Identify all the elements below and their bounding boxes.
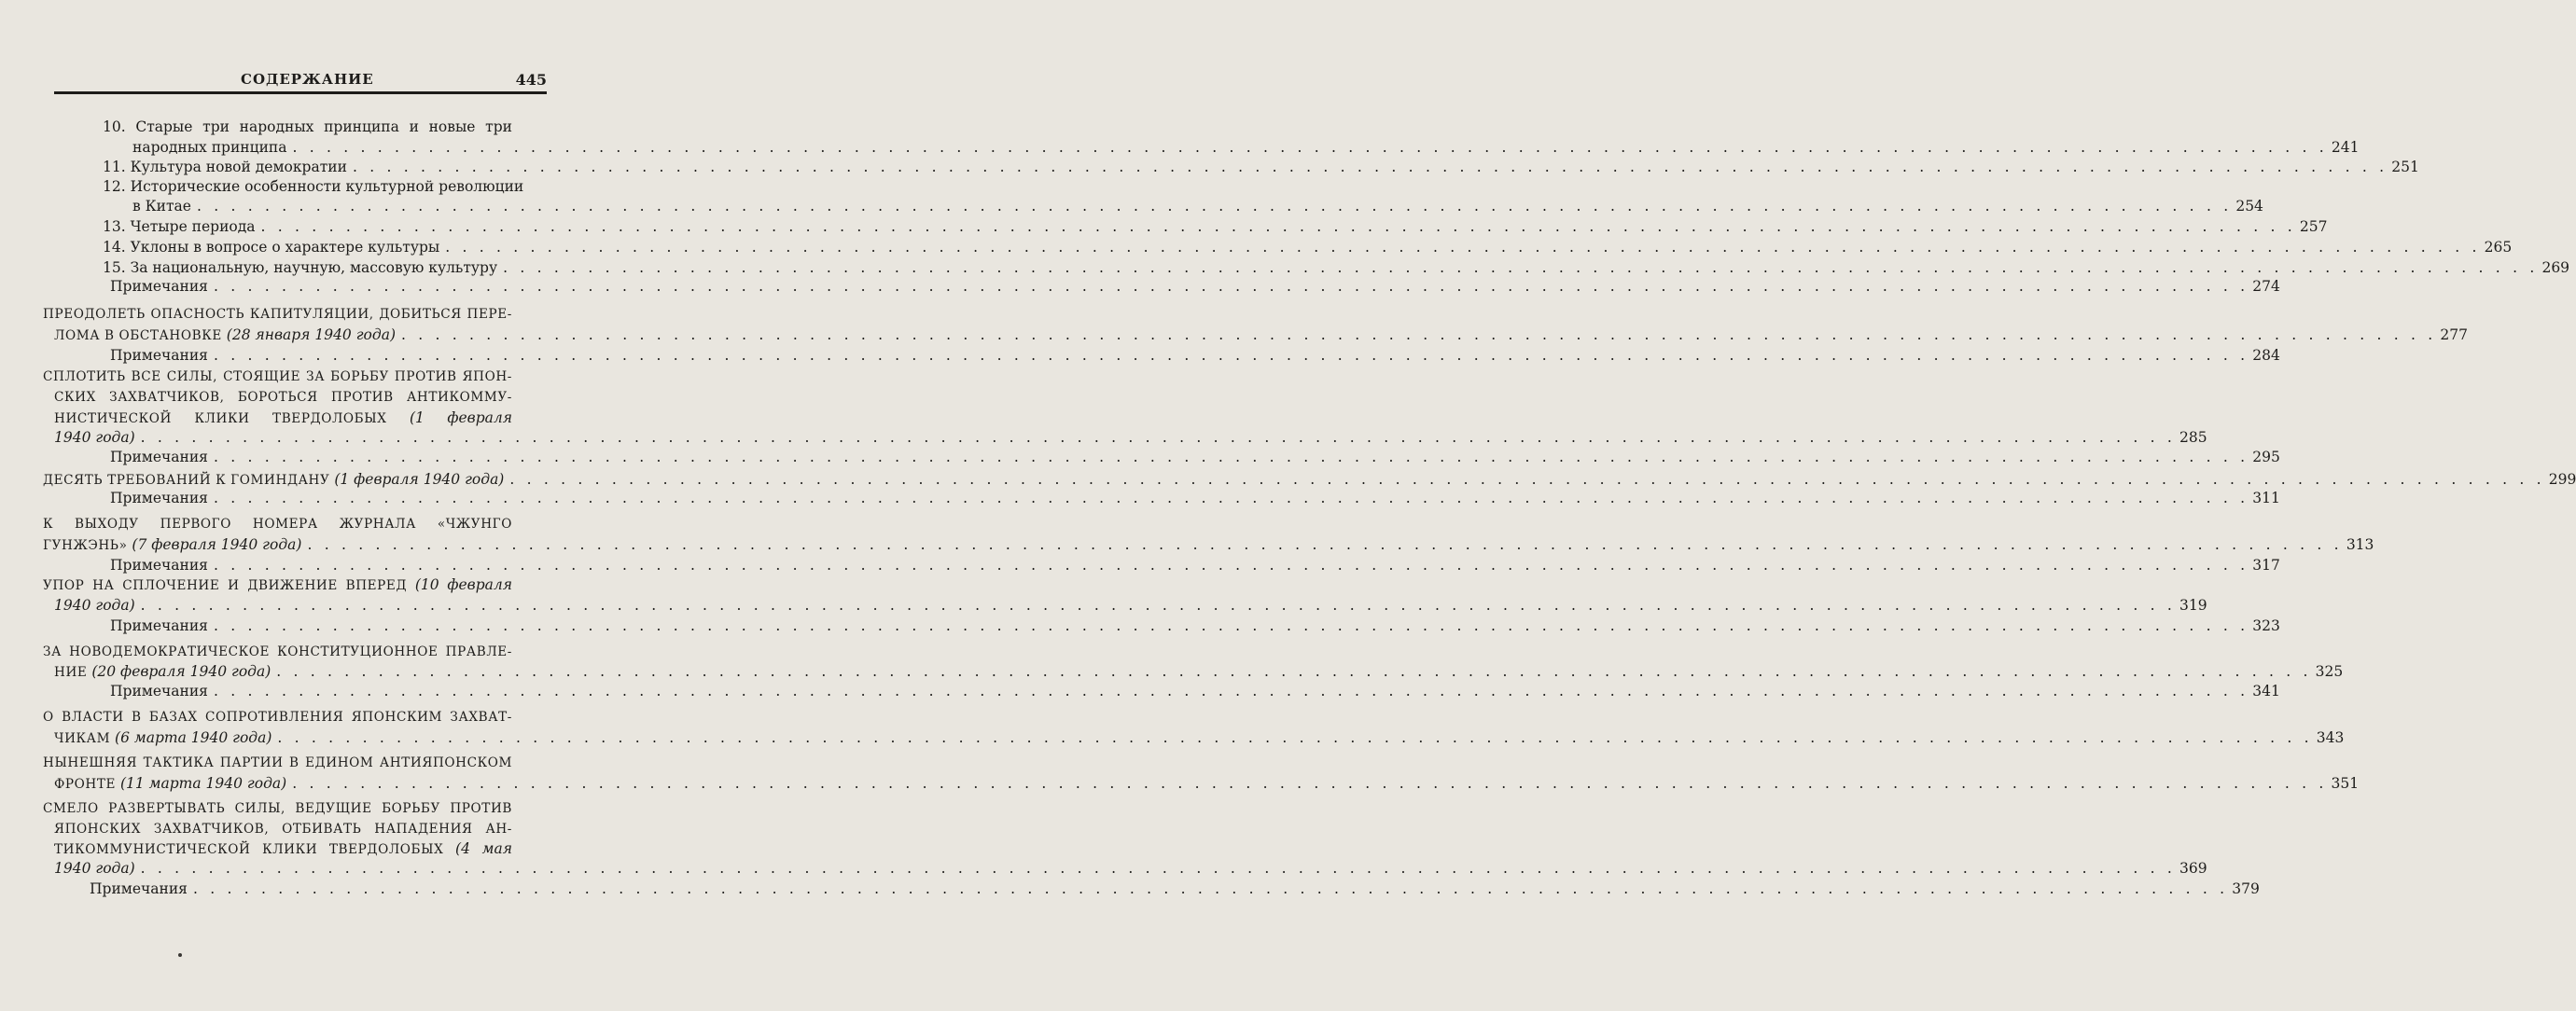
toc-page-number: 284 <box>2252 347 2280 364</box>
toc-leader-dots: . . . . . . . . . . . . . . . . . . . . . . . . . . . . . . . . . . . . . . . . . . . . . . . . . . . . . . . . . . . . . . . . . . . . . . . . . . . . . . . . . . . . . . . . . . . . . . . . . . . . . . . . . . . . . . . . . . . . . . . . <box>213 617 2249 634</box>
toc-leader-dots: . . . . . . . . . . . . . . . . . . . . . . . . . . . . . . . . . . . . . . . . . . . . . . . . . . . . . . . . . . . . . . . . . . . . . . . . . . . . . . . . . . . . . . . . . . . . . . . . . . . . . . . . . . . . . . . . . . . . . . . . <box>213 449 2249 465</box>
toc-entry-date: (28 января 1940 года) <box>221 326 396 343</box>
toc-entry <box>90 879 2260 899</box>
running-header <box>54 71 547 93</box>
toc-entry-title: Примечания <box>110 347 208 364</box>
toc-page-number: 323 <box>2252 617 2280 634</box>
toc-entry <box>54 661 2344 682</box>
toc-entry-title: 15. За национальную, научную, массовую культуру <box>103 259 498 276</box>
toc-leader-dots: . . . . . . . . . . . . . . . . . . . . . . . . . . . . . . . . . . . . . . . . . . . . . . . . . . . . . . . . . . . . . . . . . . . . . . . . . . . . . . . . . . . . . . . . . . . . . . . . . . . . . . . . . . . . . . . . . . . . . . . . <box>213 557 2249 574</box>
toc-leader-dots: . . . . . . . . . . . . . . . . . . . . . . . . . . . . . . . . . . . . . . . . . . . . . . . . . . . . . . . . . . . . . . . . . . . . . . . . . . . . . . . . . . . . . . . . . . . . . . . . . . . . . . . . . . . . . . . . . . . . . . . . <box>509 471 2545 488</box>
toc-page-number: 313 <box>2346 536 2374 553</box>
toc-entry-date: (1 февраля <box>386 409 513 426</box>
toc-entry-title: Примечания <box>110 490 208 506</box>
toc-entry <box>43 469 2576 490</box>
toc-entry-title: ПРЕОДОЛЕТЬ ОПАСНОСТЬ КАПИТУЛЯЦИИ, ДОБИТЬСЯ ПЕРЕ- <box>43 307 512 322</box>
toc-entry-title: СКИХ ЗАХВАТЧИКОВ, БОРОТЬСЯ ПРОТИВ АНТИКОММУ- <box>54 390 512 405</box>
toc-entry <box>110 447 2280 467</box>
toc-leader-dots: . . . . . . . . . . . . . . . . . . . . . . . . . . . . . . . . . . . . . . . . . . . . . . . . . . . . . . . . . . . . . . . . . . . . . . . . . . . . . . . . . . . . . . . . . . . . . . . . . . . . . . . . . . . . . . . . . . . . . . . . <box>213 683 2249 699</box>
toc-entry-title: ФРОНТЕ (11 марта 1940 года) <box>54 775 287 792</box>
toc-entry <box>110 488 2280 508</box>
toc-entry <box>103 157 2419 177</box>
toc-entry <box>54 727 2345 748</box>
toc-entry-title: НИСТИЧЕСКОЙ КЛИКИ ТВЕРДОЛОБЫХ (1 февраля <box>54 409 513 426</box>
toc-leader-dots: . . . . . . . . . . . . . . . . . . . . . . . . . . . . . . . . . . . . . . . . . . . . . . . . . . . . . . . . . . . . . . . . . . . . . . . . . . . . . . . . . . . . . . . . . . . . . . . . . . . . . . . . . . . . . . . . . . . . . . . . <box>192 880 2229 897</box>
toc-entry-title: ГУНЖЭНЬ» (7 февраля 1940 года) <box>43 536 302 553</box>
toc-entry-title: ТИКОММУНИСТИЧЕСКОЙ КЛИКИ ТВЕРДОЛОБЫХ (4 мая <box>54 840 512 857</box>
toc-entry-title <box>54 858 135 879</box>
toc-leader-dots: . . . . . . . . . . . . . . . . . . . . . . . . . . . . . . . . . . . . . . . . . . . . . . . . . . . . . . . . . . . . . . . . . . . . . . . . . . . . . . . . . . . . . . . . . . . . . . . . . . . . . . . . . . . . . . . . . . . . . . . . <box>445 239 2481 256</box>
toc-entry <box>54 858 2207 879</box>
toc-entry <box>103 117 512 137</box>
toc-page-number: 254 <box>2235 198 2263 215</box>
toc-entry-title: Примечания <box>110 557 208 574</box>
toc-page-number: 299 <box>2548 471 2576 488</box>
print-speck <box>178 953 182 957</box>
toc-page-number: 285 <box>2179 429 2207 446</box>
header-rule <box>54 91 547 94</box>
toc-page-number: 265 <box>2484 239 2513 256</box>
toc-page-number: 241 <box>2331 139 2360 156</box>
toc-leader-dots: . . . . . . . . . . . . . . . . . . . . . . . . . . . . . . . . . . . . . . . . . . . . . . . . . . . . . . . . . . . . . . . . . . . . . . . . . . . . . . . . . . . . . . . . . . . . . . . . . . . . . . . . . . . . . . . . . . . . . . . . <box>196 198 2233 215</box>
toc-entry <box>103 216 2328 237</box>
toc-leader-dots: . . . . . . . . . . . . . . . . . . . . . . . . . . . . . . . . . . . . . . . . . . . . . . . . . . . . . . . . . . . . . . . . . . . . . . . . . . . . . . . . . . . . . . . . . . . . . . . . . . . . . . . . . . . . . . . . . . . . . . . . <box>292 139 2328 156</box>
toc-page-number: 295 <box>2252 449 2280 465</box>
toc-entry <box>43 514 512 534</box>
toc-page-number: 325 <box>2315 663 2344 680</box>
toc-page-number: 341 <box>2252 683 2280 699</box>
toc-leader-dots: . . . . . . . . . . . . . . . . . . . . . . . . . . . . . . . . . . . . . . . . . . . . . . . . . . . . . . . . . . . . . . . . . . . . . . . . . . . . . . . . . . . . . . . . . . . . . . . . . . . . . . . . . . . . . . . . . . . . . . . . <box>401 326 2437 343</box>
toc-leader-dots: . . . . . . . . . . . . . . . . . . . . . . . . . . . . . . . . . . . . . . . . . . . . . . . . . . . . . . . . . . . . . . . . . . . . . . . . . . . . . . . . . . . . . . . . . . . . . . . . . . . . . . . . . . . . . . . . . . . . . . . . <box>213 278 2249 295</box>
toc-entry <box>43 304 512 325</box>
toc-entry <box>43 575 512 595</box>
toc-entry-date: 1940 года) <box>54 860 135 877</box>
toc-page-number: 274 <box>2252 278 2280 295</box>
toc-leader-dots: . . . . . . . . . . . . . . . . . . . . . . . . . . . . . . . . . . . . . . . . . . . . . . . . . . . . . . . . . . . . . . . . . . . . . . . . . . . . . . . . . . . . . . . . . . . . . . . . . . . . . . . . . . . . . . . . . . . . . . . . <box>140 860 2177 877</box>
toc-entry-title: народных принципа <box>132 139 287 156</box>
running-title: СОДЕРЖАНИЕ <box>241 71 374 88</box>
toc-entry <box>110 555 2280 575</box>
toc-page-number: 343 <box>2316 729 2345 746</box>
toc-entry-date: (1 февраля 1940 года) <box>329 471 505 488</box>
toc-entry <box>43 534 2374 555</box>
toc-entry-title: ЧИКАМ (6 марта 1940 года) <box>54 729 272 746</box>
toc-entry <box>103 237 2513 257</box>
toc-entry-title: ЗА НОВОДЕМОКРАТИЧЕСКОЕ КОНСТИТУЦИОННОЕ ПРАВЛЕ- <box>43 644 512 659</box>
toc-entry-date: (20 февраля 1940 года) <box>87 663 272 680</box>
toc-entry-title: Примечания <box>110 449 208 465</box>
page-number: 445 <box>515 71 547 89</box>
toc-leader-dots: . . . . . . . . . . . . . . . . . . . . . . . . . . . . . . . . . . . . . . . . . . . . . . . . . . . . . . . . . . . . . . . . . . . . . . . . . . . . . . . . . . . . . . . . . . . . . . . . . . . . . . . . . . . . . . . . . . . . . . . . <box>503 259 2539 276</box>
toc-leader-dots: . . . . . . . . . . . . . . . . . . . . . . . . . . . . . . . . . . . . . . . . . . . . . . . . . . . . . . . . . . . . . . . . . . . . . . . . . . . . . . . . . . . . . . . . . . . . . . . . . . . . . . . . . . . . . . . . . . . . . . . . <box>352 159 2388 175</box>
toc-entry <box>43 753 512 773</box>
toc-entry <box>110 616 2280 636</box>
toc-entry <box>54 427 2207 448</box>
toc-entry <box>54 773 2360 794</box>
toc-entry <box>43 707 512 727</box>
toc-entry-title: НЫНЕШНЯЯ ТАКТИКА ПАРТИИ В ЕДИНОМ АНТИЯПОНСКОМ <box>43 755 512 770</box>
toc-page-number: 369 <box>2179 860 2207 877</box>
toc-entry <box>54 387 512 408</box>
toc-entry <box>54 595 2207 616</box>
toc-page-number: 269 <box>2541 259 2570 276</box>
toc-leader-dots: . . . . . . . . . . . . . . . . . . . . . . . . . . . . . . . . . . . . . . . . . . . . . . . . . . . . . . . . . . . . . . . . . . . . . . . . . . . . . . . . . . . . . . . . . . . . . . . . . . . . . . . . . . . . . . . . . . . . . . . . <box>260 218 2296 235</box>
toc-entry <box>132 196 2263 216</box>
toc-entry-title: ЛОМА В ОБСТАНОВКЕ (28 января 1940 года) <box>54 326 396 343</box>
toc-entry-title: О ВЛАСТИ В БАЗАХ СОПРОТИВЛЕНИЯ ЯПОНСКИМ ЗАХВАТ- <box>43 710 512 725</box>
toc-entry-date: 1940 года) <box>54 597 135 614</box>
toc-entry-date: (6 марта 1940 года) <box>110 729 272 746</box>
toc-entry-date: 1940 года) <box>54 429 135 446</box>
toc-entry <box>43 798 512 819</box>
toc-entry-title: Примечания <box>90 880 188 897</box>
toc-leader-dots: . . . . . . . . . . . . . . . . . . . . . . . . . . . . . . . . . . . . . . . . . . . . . . . . . . . . . . . . . . . . . . . . . . . . . . . . . . . . . . . . . . . . . . . . . . . . . . . . . . . . . . . . . . . . . . . . . . . . . . . . <box>140 597 2177 614</box>
toc-entry-title: ДЕСЯТЬ ТРЕБОВАНИЙ К ГОМИНДАНУ (1 февраля 1940 года) <box>43 471 505 488</box>
toc-entry <box>110 276 2280 297</box>
toc-entry-title: НИЕ (20 февраля 1940 года) <box>54 663 272 680</box>
toc-entry-title: СПЛОТИТЬ ВСЕ СИЛЫ, СТОЯЩИЕ ЗА БОРЬБУ ПРОТИВ ЯПОН- <box>43 369 512 384</box>
toc-entry <box>103 176 524 197</box>
toc-leader-dots: . . . . . . . . . . . . . . . . . . . . . . . . . . . . . . . . . . . . . . . . . . . . . . . . . . . . . . . . . . . . . . . . . . . . . . . . . . . . . . . . . . . . . . . . . . . . . . . . . . . . . . . . . . . . . . . . . . . . . . . . <box>140 429 2177 446</box>
toc-entry <box>54 325 2468 345</box>
toc-entry <box>110 345 2280 366</box>
toc-leader-dots: . . . . . . . . . . . . . . . . . . . . . . . . . . . . . . . . . . . . . . . . . . . . . . . . . . . . . . . . . . . . . . . . . . . . . . . . . . . . . . . . . . . . . . . . . . . . . . . . . . . . . . . . . . . . . . . . . . . . . . . . <box>292 775 2328 792</box>
toc-entry-title: 11. Культура новой демократии <box>103 159 347 175</box>
toc-leader-dots: . . . . . . . . . . . . . . . . . . . . . . . . . . . . . . . . . . . . . . . . . . . . . . . . . . . . . . . . . . . . . . . . . . . . . . . . . . . . . . . . . . . . . . . . . . . . . . . . . . . . . . . . . . . . . . . . . . . . . . . . <box>213 490 2249 506</box>
toc-page-number: 277 <box>2440 326 2468 343</box>
toc-page-number: 319 <box>2179 597 2207 614</box>
toc-leader-dots: . . . . . . . . . . . . . . . . . . . . . . . . . . . . . . . . . . . . . . . . . . . . . . . . . . . . . . . . . . . . . . . . . . . . . . . . . . . . . . . . . . . . . . . . . . . . . . . . . . . . . . . . . . . . . . . . . . . . . . . . <box>277 729 2313 746</box>
toc-entry <box>43 367 512 387</box>
toc-page-number: 351 <box>2331 775 2360 792</box>
toc-page-number: 311 <box>2252 490 2280 506</box>
toc-page-number: 251 <box>2391 159 2419 175</box>
toc-entry <box>54 838 512 859</box>
toc-page-number: 317 <box>2252 557 2280 574</box>
toc-entry-title: УПОР НА СПЛОЧЕНИЕ И ДВИЖЕНИЕ ВПЕРЕД (10 февраля <box>43 576 512 593</box>
toc-entry-date: (4 мая <box>443 840 512 857</box>
toc-entry-date: (11 марта 1940 года) <box>116 775 287 792</box>
toc-leader-dots: . . . . . . . . . . . . . . . . . . . . . . . . . . . . . . . . . . . . . . . . . . . . . . . . . . . . . . . . . . . . . . . . . . . . . . . . . . . . . . . . . . . . . . . . . . . . . . . . . . . . . . . . . . . . . . . . . . . . . . . . <box>213 347 2249 364</box>
toc-entry <box>103 257 2570 278</box>
toc-entry-title <box>54 427 135 448</box>
toc-leader-dots: . . . . . . . . . . . . . . . . . . . . . . . . . . . . . . . . . . . . . . . . . . . . . . . . . . . . . . . . . . . . . . . . . . . . . . . . . . . . . . . . . . . . . . . . . . . . . . . . . . . . . . . . . . . . . . . . . . . . . . . . <box>307 536 2343 553</box>
toc-entry <box>43 642 512 662</box>
toc-entry-title: К ВЫХОДУ ПЕРВОГО НОМЕРА ЖУРНАЛА «ЧЖУНГО <box>43 517 512 532</box>
toc-leader-dots: . . . . . . . . . . . . . . . . . . . . . . . . . . . . . . . . . . . . . . . . . . . . . . . . . . . . . . . . . . . . . . . . . . . . . . . . . . . . . . . . . . . . . . . . . . . . . . . . . . . . . . . . . . . . . . . . . . . . . . . . <box>276 663 2312 680</box>
toc-entry-date: (7 февраля 1940 года) <box>127 536 302 553</box>
toc-entry-title: 13. Четыре периода <box>103 218 256 235</box>
toc-entry-title: 12. Исторические особенности культурной революции <box>103 178 524 195</box>
toc-entry-title: СМЕЛО РАЗВЕРТЫВАТЬ СИЛЫ, ВЕДУЩИЕ БОРЬБУ ПРОТИВ <box>43 801 512 816</box>
toc-entry-title: 10. Старые три народных принципа и новые три <box>103 118 512 135</box>
toc-entry-title: в Китае <box>132 198 191 215</box>
toc-entry-title: 14. Уклоны в вопросе о характере культуры <box>103 239 440 256</box>
toc-entry-title <box>54 595 135 616</box>
toc-entry-date: (10 февраля <box>407 576 512 593</box>
toc-page-number: 257 <box>2299 218 2328 235</box>
toc-entry <box>132 137 2360 158</box>
toc-entry <box>54 408 512 428</box>
toc-entry-title: ЯПОНСКИХ ЗАХВАТЧИКОВ, ОТБИВАТЬ НАПАДЕНИЯ АН- <box>54 822 512 837</box>
toc-entry-title: Примечания <box>110 278 208 295</box>
toc-entry <box>54 819 512 839</box>
toc-page-number: 379 <box>2232 880 2260 897</box>
toc-entry-title: Примечания <box>110 617 208 634</box>
toc-entry <box>110 681 2280 701</box>
toc-entry-title: Примечания <box>110 683 208 699</box>
